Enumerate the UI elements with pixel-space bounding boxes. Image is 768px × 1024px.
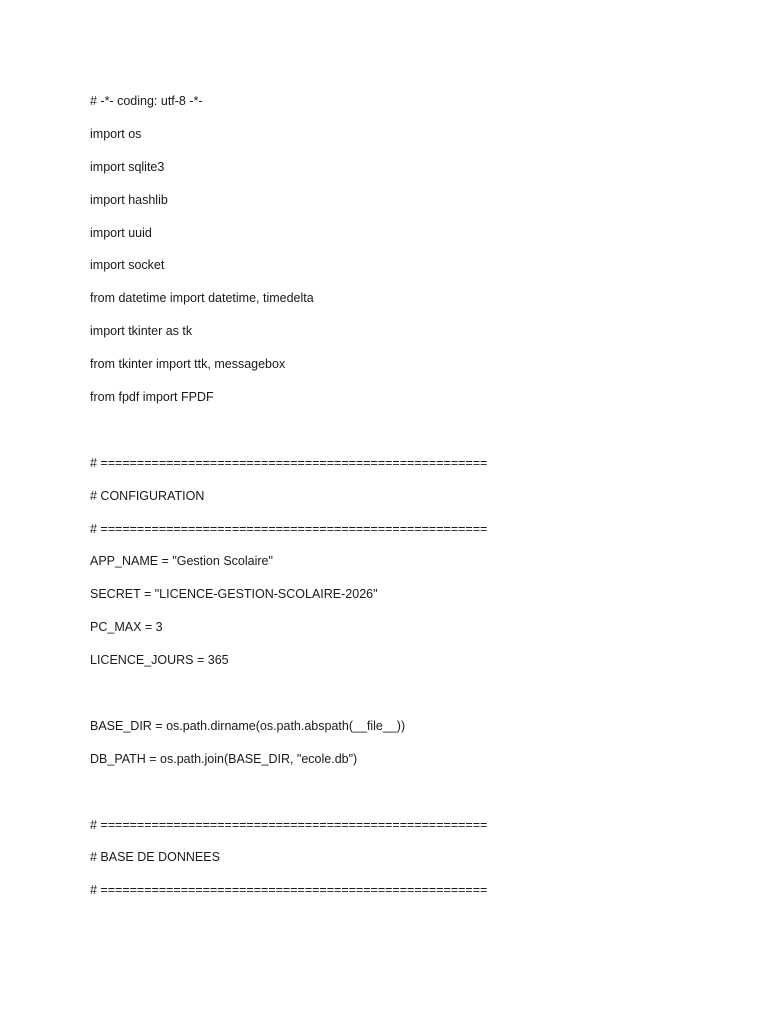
code-line: from datetime import datetime, timedelta	[90, 291, 314, 306]
code-text	[90, 92, 487, 914]
section-divider: # =====================================================	[90, 817, 488, 832]
code-line: import os	[90, 126, 142, 141]
code-line: import tkinter as tk	[90, 324, 193, 339]
code-line: import socket	[90, 258, 165, 273]
blank-line	[90, 783, 487, 816]
code-line: SECRET = "LICENCE-GESTION-SCOLAIRE-2026"	[90, 587, 378, 602]
code-line: from fpdf import FPDF	[90, 390, 214, 405]
code-line: PC_MAX = 3	[90, 620, 163, 635]
section-heading: # BASE DE DONNEES	[90, 850, 220, 865]
section-divider: # =====================================================	[90, 883, 488, 898]
code-line: LICENCE_JOURS = 365	[90, 653, 229, 668]
code-line: import sqlite3	[90, 159, 165, 174]
code-line: # -*- coding: utf-8 -*-	[90, 94, 203, 108]
code-line: import hashlib	[90, 192, 168, 207]
blank-line	[90, 421, 487, 454]
code-line: BASE_DIR = os.path.dirname(os.path.abspath(__file__))	[90, 718, 406, 733]
code-line: APP_NAME = "Gestion Scolaire"	[90, 554, 273, 569]
code-line: DB_PATH = os.path.join(BASE_DIR, "ecole.db")	[90, 751, 358, 766]
code-line: import uuid	[90, 225, 152, 240]
blank-line	[90, 684, 487, 717]
section-divider: # =====================================================	[90, 521, 488, 536]
section-heading: # CONFIGURATION	[90, 488, 205, 503]
section-divider: # =====================================================	[90, 455, 488, 470]
code-line: from tkinter import ttk, messagebox	[90, 357, 286, 372]
